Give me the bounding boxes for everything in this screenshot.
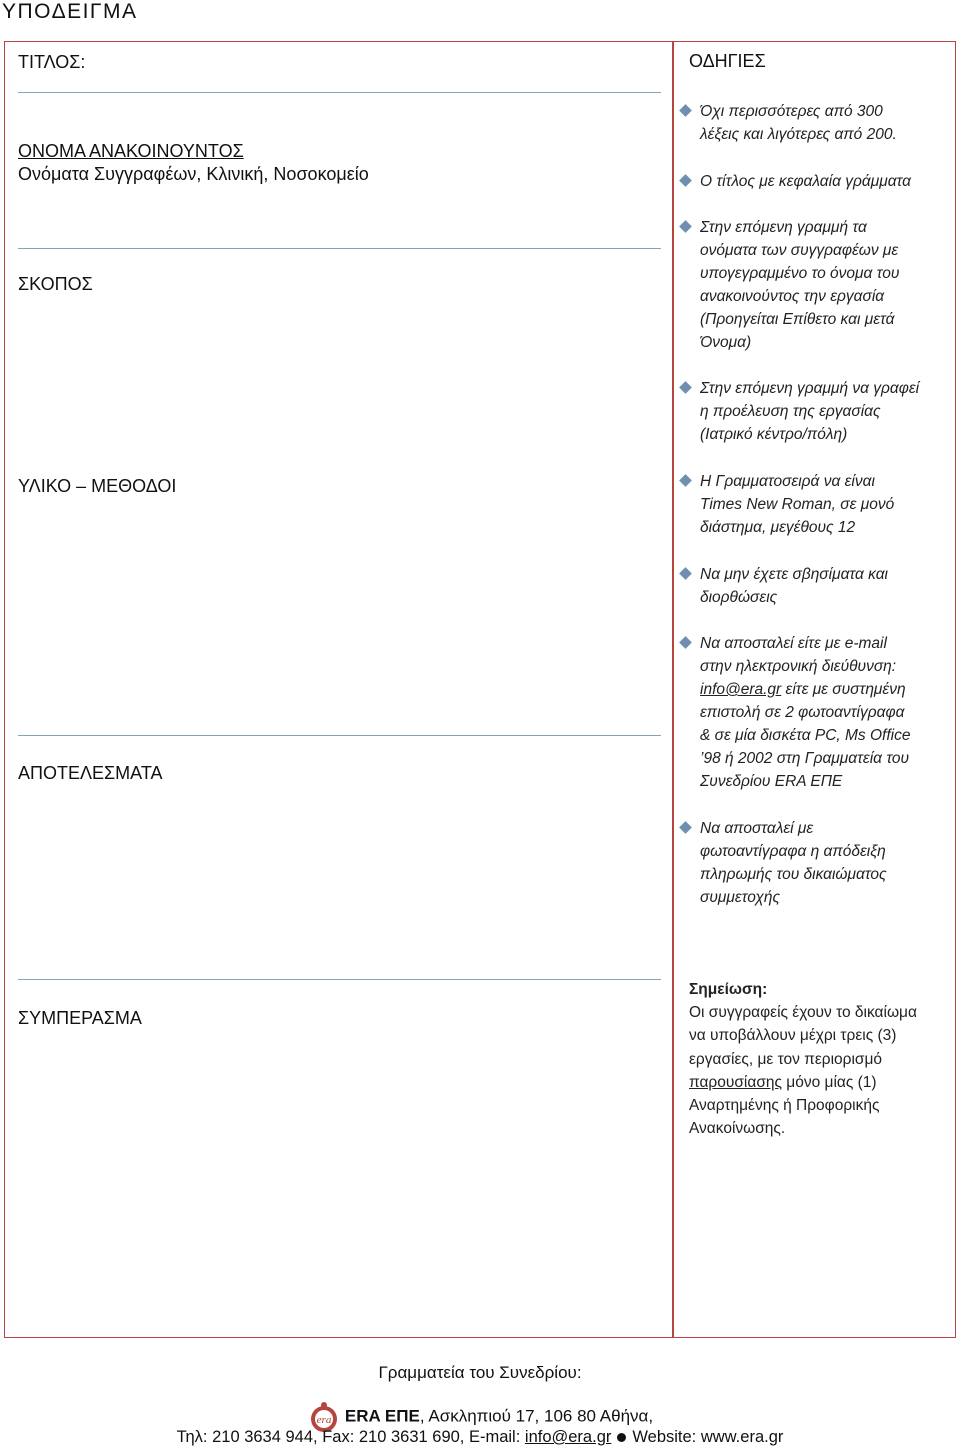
footer-contact-line [0, 1428, 960, 1447]
note-title: Σημείωση: [689, 981, 768, 998]
title-label: ΤΙΤΛΟΣ: [18, 52, 86, 72]
instruction-item: Να αποσταλεί με φωτοαντίγραφα η απόδειξη πληρωμής του δικαιώματος συμμετοχής [688, 817, 950, 909]
email-link[interactable]: info@era.gr [700, 681, 782, 698]
instruction-item: Όχι περισσότερες από 300 λέξεις και λιγότερες από 200. [688, 100, 950, 146]
header-divider [18, 248, 661, 249]
presenter-subtitle: Ονόματα Συγγραφέων, Κλινική, Νοσοκομείο [18, 164, 369, 184]
note-block: Σημείωση: Οι συγγραφείς έχουν το δικαίωμα να υποβάλλουν μέχρι τρεις (3) εργασίες, με τον περιορισμό παρουσίασης μόνο μίας (1) Αναρτημένης ή Προφορικής Ανακοίνωσης. [689, 981, 917, 1138]
page-heading: ΥΠΟΔΕΙΓΜΑ [2, 0, 138, 23]
footer-email-link[interactable]: info@era.gr [524, 1428, 612, 1446]
instruction-item: Να μην έχετε σβησίματα και διορθώσεις [688, 563, 950, 609]
instruction-item: Στην επόμενη γραμμή να γραφεί η προέλευση της εργασίας (Ιατρικό κέντρο/πόλη) [688, 377, 950, 446]
purpose-label: ΣΚΟΠΟΣ [18, 274, 93, 294]
instruction-item: Στην επόμενη γραμμή τα ονόματα των συγγραφέων με υπογεγραμμένο το όνομα του ανακοινούντος την εργασία (Προηγείται Επίθετο και μετά Όνομα) [688, 216, 950, 354]
instructions-title: ΟΔΗΓΙΕΣ [689, 51, 766, 71]
instruction-item: Να αποσταλεί είτε με e-mail στην ηλεκτρονική διεύθυνση: info@era.gr είτε με συστημένη επιστολή σε 2 φωτοαντίγραφα & σε μία δισκέτα PC, Ms Office ’98 ή 2002 στη Γραμματεία του Συνεδρίου ERA ΕΠΕ [688, 632, 950, 793]
instruction-item: Ο τίτλος με κεφαλαία γράμματα [688, 170, 950, 193]
secretariat-heading: Γραμματεία του Συνεδρίου: [378, 1363, 582, 1382]
instruction-item: Η Γραμματοσειρά να είναι Times New Roman, σε μονό διάστημα, μεγέθους 12 [688, 470, 950, 539]
conclusion-divider [18, 979, 661, 980]
results-divider [18, 735, 661, 736]
presenter-label: ΟΝΟΜΑ ΑΝΑΚΟΙΝΟΥΝΤΟΣ [18, 141, 244, 161]
svg-text:era: era [316, 1414, 332, 1426]
results-label: ΑΠΟΤΕΛΕΣΜΑΤΑ [18, 763, 163, 783]
contact-info: Τηλ: 210 3634 944, Fax: 210 3631 690, E-mail: [176, 1428, 521, 1446]
website-label[interactable]: Website: www.era.gr [632, 1428, 784, 1446]
title-divider [18, 92, 661, 93]
conclusion-label: ΣΥΜΠΕΡΑΣΜΑ [18, 1008, 142, 1028]
note-underlined-word: παρουσίασης [689, 1073, 782, 1091]
methods-label: ΥΛΙΚΟ – ΜΕΘΟΔΟΙ [18, 476, 177, 496]
company-address: , Ασκληπιού 17, 106 80 Αθήνα, [419, 1406, 654, 1426]
company-name: ERA ΕΠΕ [344, 1406, 420, 1426]
separator-dot-icon [617, 1433, 626, 1442]
column-divider [672, 42, 674, 1337]
